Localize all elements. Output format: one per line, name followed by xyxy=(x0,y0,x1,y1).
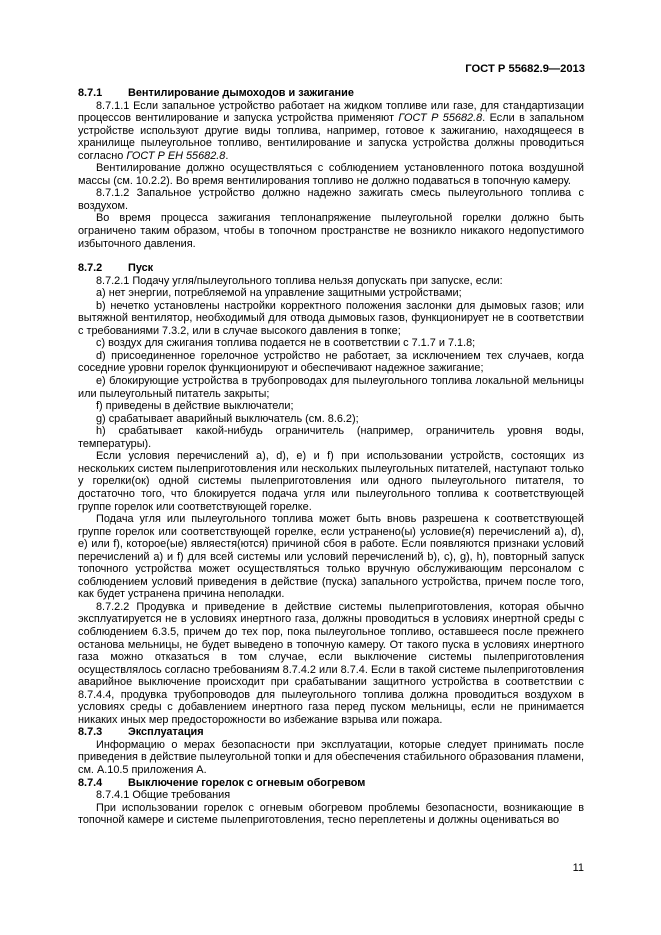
paragraph: 8.7.2.2 Продувка и приведение в действие системы пылеприготовления, которая обычно эксплуатируется не в условиях инертного газа, должны проводиться в условиях инертной среды с соблюдением 6.3.5, причем до тех пор, пока пылеугольное топливо, оставшееся после прежнего останова мельницы, не будет выведено в топочную камеру. От такого пуска в условиях инертного газа можно отказаться в том случае, если выключение системы пылеприготовления осуществлялось согласно требованиям 8.7.4.2 или 8.7.4. Если в такой системе пылеприготовления аварийное выключение происходит при срабатывании защитного устройства в соответствии с 8.7.4.4, продувка трубопроводов для пылеугольного топлива должна проводиться воздухом в условиях среды с добавлением инертного газа перед пуском мельницы, если не принимается никаких иных мер предосторожности во избежание взрыва или пожара. xyxy=(78,600,584,726)
paragraph: Если условия перечислений а), d), е) и f) при использовании устройств, состоящих из нескольких систем пылеприготовления или нескольких пылеугольных питателей, наступают только у горелки(ок) одной системы пылеприготовления или одного пылеугольного питателя, то достаточно того, что блокируется подача угля или пылеугольного топлива к соответствующей группе горелок или соответствующей горелке. xyxy=(78,450,584,513)
section-title: Пуск xyxy=(128,262,154,275)
section-number: 8.7.3 xyxy=(78,726,103,739)
spacer xyxy=(78,250,584,262)
section-heading xyxy=(78,262,584,275)
section-title: Эксплуатация xyxy=(128,726,204,739)
paragraph: h) срабатывает какой-нибудь ограничитель (например, ограничитель уровня воды, температуры). xyxy=(78,425,584,450)
paragraph: Во время процесса зажигания теплонапряжение пылеугольной горелки должно быть ограничено таким образом, чтобы в топочном пространстве не возникло никакого недопустимого избыточного давления. xyxy=(78,212,584,250)
paragraph: b) нечетко установлены настройки корректного положения заслонки для дымовых газов; или вытяжной вентилятор, необходимый для отвода дымовых газов, функционирует не в соответствии с требованиями 7.3.2, или в случае высокого давления в топке; xyxy=(78,299,584,337)
paragraph: 8.7.4.1 Общие требования xyxy=(96,789,231,802)
paragraph: f) приведены в действие выключатели; xyxy=(96,400,294,413)
section-heading xyxy=(78,777,584,790)
section-number: 8.7.2 xyxy=(78,262,103,275)
paragraph: При использовании горелок с огневым обогревом проблемы безопасности, возникающие в топочной камере и системе пылеприготовления, тесно переплетены и должны оцениваться во xyxy=(78,801,584,827)
paragraph: a) нет энергии, потребляемой на управление защитными устройствами; xyxy=(96,287,462,300)
section-title: Вентилирование дымоходов и зажигание xyxy=(128,87,354,99)
section-heading xyxy=(78,87,584,100)
paragraph: e) блокирующие устройства в трубопроводах для пылеугольного топлива локальной мельницы или пылеугольный питатель закрыты; xyxy=(78,375,584,400)
section-number: 8.7.1 xyxy=(78,87,103,99)
paragraph: Вентилирование должно осуществляться с соблюдением установленного потока воздушной массы (см. 10.2.2). Во время вентилирования топливо не должно подаваться в топочную камеру. xyxy=(78,162,584,187)
paragraph: c) воздух для сжигания топлива подается не в соответствии с 7.1.7 и 7.1.8; xyxy=(96,337,476,350)
section-number: 8.7.4 xyxy=(78,776,103,789)
section-title: Выключение горелок с огневым обогревом xyxy=(128,776,366,789)
paragraph: 8.7.1.2 Запальное устройство должно надежно зажигать смесь пылеугольного топлива с воздухом. xyxy=(78,187,584,212)
page-number: 11 xyxy=(572,862,584,874)
paragraph: g) срабатывает аварийный выключатель (см. 8.6.2); xyxy=(96,412,359,425)
section-heading xyxy=(78,726,584,739)
paragraph: 8.7.2.1 Подачу угля/пылеугольного топлива нельзя допускать при запуске, если: xyxy=(96,274,503,287)
paragraph: Подача угля или пылеугольного топлива может быть вновь разрешена к соответствующей группе горелок или соответствующей горелке, если устранено(ы) условие(я) перечислений a), d), e) или f), которое(ые) являестя(ются) причиной сбоя в работе. Если появляются признаки условий перечислений а) и f) для всей системы или условий перечислений b), с), g), h), повторный запуск топочного устройства может осуществляться только вручную обслуживающим персоналом с соблюдением условий приведения в действие (пуска) запального устройства, причем после того, как будет устранена причина неполадки. xyxy=(78,513,584,601)
paragraph: Информацию о мерах безопасности при эксплуатации, которые следует принимать после приведения в действие пылеугольной топки и для обеспечения стабильного образования пламени, см. А.10.5 приложения А. xyxy=(78,738,584,776)
paragraph: d) присоединенное горелочное устройство не работает, за исключением тех случаев, когда соседние уровни горелок функционируют и обеспечивают надежное зажигание; xyxy=(78,349,584,375)
document-header: ГОСТ Р 55682.9—2013 xyxy=(465,63,585,75)
paragraph: 8.7.1.1 Если запальное устройство работает на жидком топливе или газе, для стандартизации процессов вентилирование и запуска устройства применяют ГОСТ Р 55682.8. Если в запальном устройстве используют другие виды топлива, например, готовое к зажиганию, находящееся в хранилище пылеугольное топливо, вентилирование и запуска устройства должны проводиться согласно ГОСТ Р ЕН 55682.8. xyxy=(78,99,584,162)
document-body xyxy=(78,87,584,827)
